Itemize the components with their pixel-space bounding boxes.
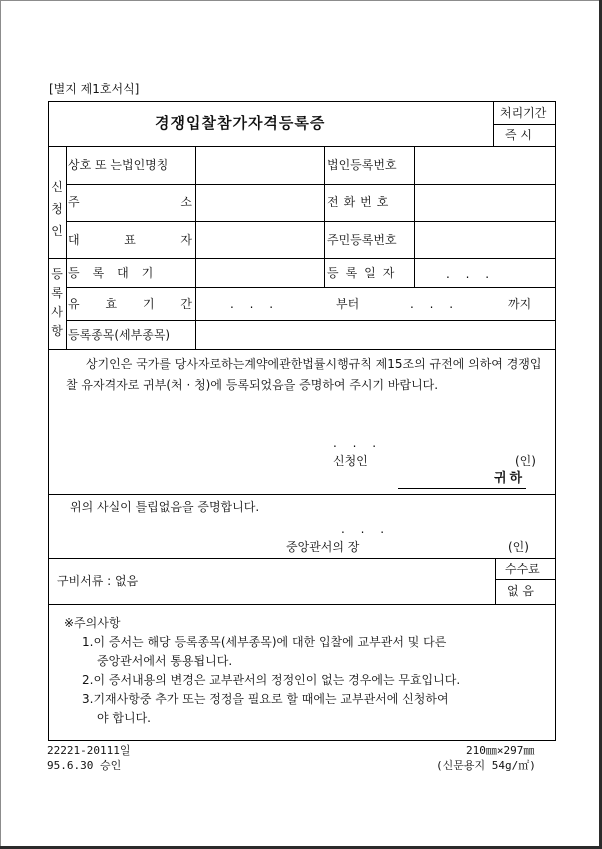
validity-from-dots: . . . <box>230 297 280 311</box>
validity-from-label: 부터 <box>336 297 360 311</box>
certification-date-dots: . . . <box>333 436 383 450</box>
footer-approval: 95.6.30 승인 <box>47 759 122 772</box>
table-top-border <box>48 101 556 102</box>
applicant-section-bottom <box>48 258 556 259</box>
fee-divider <box>495 558 496 604</box>
registration-row1-bottom <box>66 287 556 288</box>
phone-number-label: 전화번호 <box>327 195 394 209</box>
registration-section-label: 등록사항 <box>51 267 63 338</box>
validity-to-dots: . . . <box>410 297 460 311</box>
table-right-border <box>555 101 556 741</box>
processing-mid-line <box>493 124 555 125</box>
footer-paper-type: (신문용지 54g/㎡) <box>436 759 536 772</box>
applicant-row1-bottom <box>66 184 556 185</box>
registration-pending-label: 등록대기 <box>68 266 167 280</box>
documents-section-bottom <box>48 604 556 605</box>
recipient-underline <box>398 488 526 489</box>
registration-date-label: 등록일자 <box>327 266 402 280</box>
footer-form-code: 22221-20111일 <box>47 744 131 757</box>
validity-to-label: 까지 <box>508 297 532 311</box>
note-item-3: 3.기재사항중 추가 또는 정정을 필요로 할 때에는 교부관서에 신청하여 <box>82 692 449 706</box>
section-label-divider <box>66 146 67 350</box>
footer-paper-size: 210㎜×297㎜ <box>466 744 535 757</box>
fee-label: 수수료 <box>505 562 540 576</box>
confirmation-text: 위의 사실이 틀립없음을 증명합니다. <box>70 500 260 514</box>
confirmation-date-dots: . . . <box>341 522 391 536</box>
fee-mid-line <box>495 579 556 580</box>
processing-label: 처리기간 <box>500 106 547 120</box>
fee-value: 없 음 <box>507 584 534 598</box>
note-item-1-cont: 중앙관서에서 통용됩니다. <box>97 654 233 668</box>
middle-divider <box>324 146 325 288</box>
registration-row2-bottom <box>66 320 556 321</box>
document-title: 경쟁입찰참가자격등록증 <box>155 114 326 132</box>
applicant-section-label: 신청인 <box>51 180 63 238</box>
certification-text: 상기인은 국가를 당사자로하는계약에관한법률시행규칙 제15조의 규전에 의하여 경쟁입찰 유자격자로 귀부(처 · 청)에 등록되었음을 증명하여 주시기 바랍니다. <box>66 357 542 392</box>
processing-value: 즉 시 <box>505 128 532 142</box>
recipient-label: 귀하 <box>494 471 526 486</box>
address-label: 주 소 <box>68 195 192 209</box>
table-bottom-border <box>48 740 556 741</box>
confirmation-section-bottom <box>48 558 556 559</box>
registration-category-label: 등록종목(세부종목) <box>68 328 171 342</box>
certification-section-bottom <box>48 494 556 495</box>
notes-heading: ※주의사항 <box>64 616 121 630</box>
corporate-number-label: 법인등록번호 <box>327 158 397 172</box>
note-item-3-cont: 야 합니다. <box>97 711 151 725</box>
official-seal-mark: (인) <box>508 540 529 554</box>
table-left-border <box>48 101 49 741</box>
page-border-left <box>0 0 1 849</box>
right-label-divider <box>414 146 415 288</box>
applicant-signature-label: 신청인 <box>333 454 368 468</box>
registration-date-dots: . . . <box>446 267 496 281</box>
applicant-seal-mark: (인) <box>515 454 536 468</box>
resident-number-label: 주민등록번호 <box>327 233 397 247</box>
registration-section-bottom <box>48 349 556 350</box>
applicant-row2-bottom <box>66 221 556 222</box>
company-name-label: 상호 또 는법인명칭 <box>68 158 169 172</box>
representative-label: 대 표 자 <box>68 233 192 247</box>
field-label-divider <box>195 146 196 350</box>
validity-period-label: 유 효 기 간 <box>68 297 192 311</box>
title-row-bottom <box>48 146 556 147</box>
note-item-1: 1.이 증서는 해당 등록종목(세부종목)에 대한 입찰에 교부관서 및 다른 <box>82 635 447 649</box>
page-border-top <box>0 0 602 1</box>
required-documents: 구비서류 : 없음 <box>57 574 139 588</box>
official-title: 중앙관서의 장 <box>286 540 360 554</box>
form-number: [별지 제1호서식] <box>49 82 140 96</box>
note-item-2: 2.이 증서내용의 변경은 교부관서의 정정인이 없는 경우에는 무효입니다. <box>82 673 461 687</box>
